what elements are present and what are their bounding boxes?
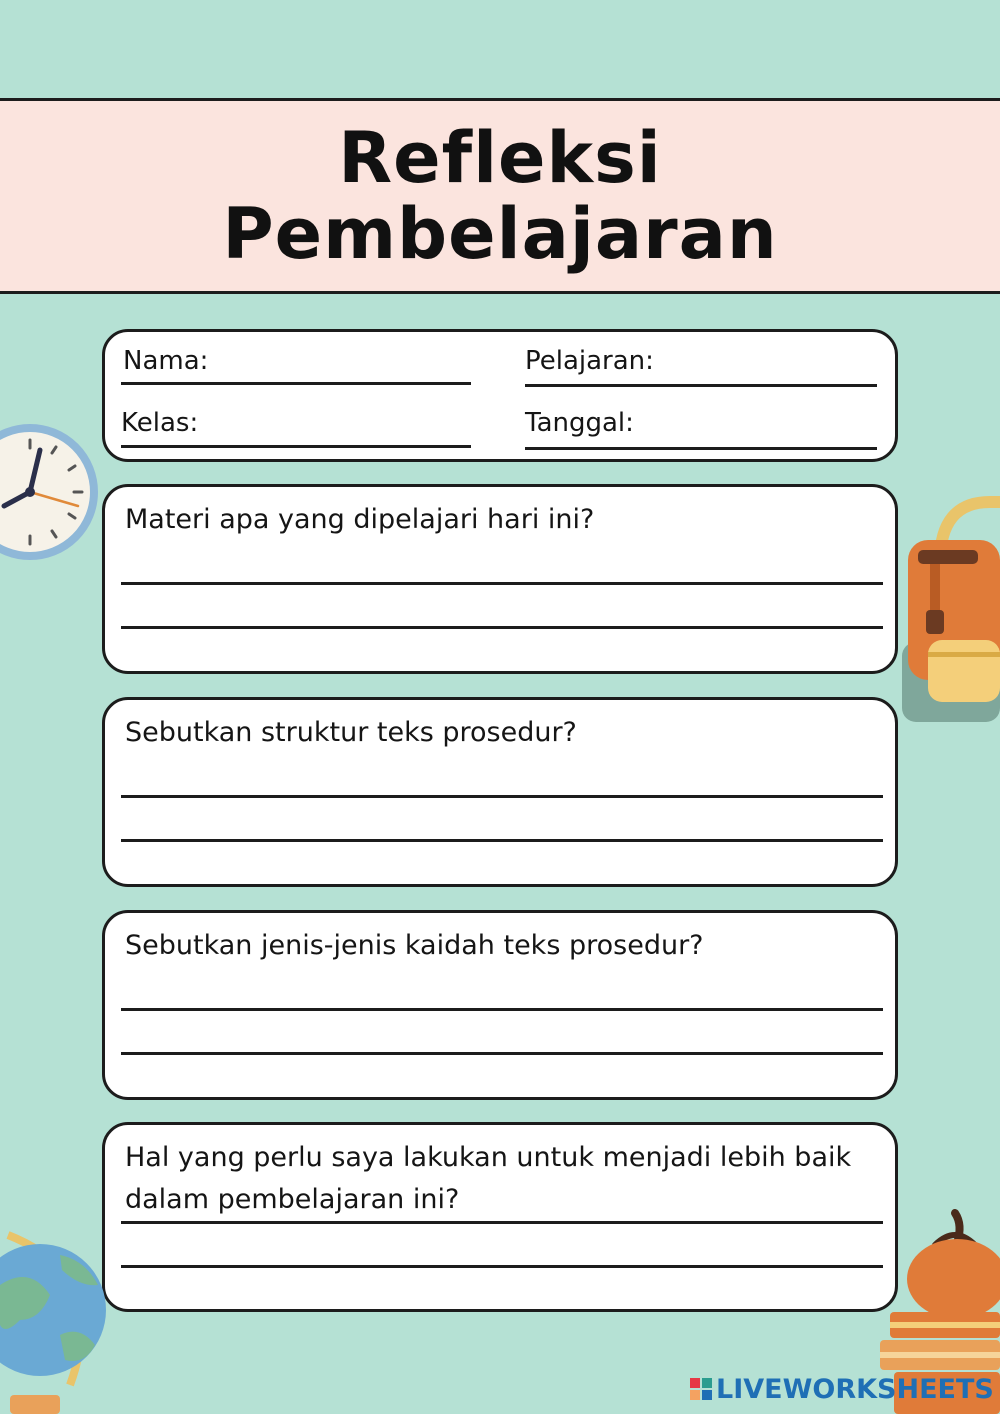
liveworksheets-brand: LIVEWORKSHEETS <box>716 1373 994 1405</box>
question-text-4: Hal yang perlu saya lakukan untuk menjadi lebih baik dalam pembelajaran ini? <box>125 1142 852 1215</box>
question-text-3: Sebutkan jenis-jenis kaidah teks prosedur? <box>125 930 704 961</box>
question-text-2: Sebutkan struktur teks prosedur? <box>125 717 577 748</box>
question-text-1: Materi apa yang dipelajari hari ini? <box>125 504 595 535</box>
backpack-icon <box>900 492 1000 732</box>
apple-icon <box>905 1205 1000 1315</box>
answer-line[interactable] <box>121 1008 883 1011</box>
answer-line[interactable] <box>121 626 883 629</box>
clock-icon <box>0 420 100 565</box>
date-label: Tanggal: <box>525 408 634 438</box>
page-title-line-1: Refleksi <box>338 117 662 199</box>
subject-field[interactable] <box>525 384 877 387</box>
question-card-1 <box>102 484 898 674</box>
name-field[interactable] <box>121 382 471 385</box>
answer-line[interactable] <box>121 1265 883 1268</box>
liveworksheets-mark-icon <box>690 1378 712 1400</box>
answer-line[interactable] <box>121 1221 883 1224</box>
class-label: Kelas: <box>121 408 199 438</box>
date-field[interactable] <box>525 447 877 450</box>
question-card-3 <box>102 910 898 1100</box>
answer-line[interactable] <box>121 839 883 842</box>
class-field[interactable] <box>121 445 471 448</box>
globe-icon <box>0 1225 115 1414</box>
question-card-2 <box>102 697 898 887</box>
student-info-card <box>102 329 898 462</box>
answer-line[interactable] <box>121 582 883 585</box>
liveworksheets-logo <box>690 1372 994 1406</box>
subject-label: Pelajaran: <box>525 346 654 376</box>
answer-line[interactable] <box>121 795 883 798</box>
answer-line[interactable] <box>121 1052 883 1055</box>
title-banner <box>0 98 1000 294</box>
question-card-4 <box>102 1122 898 1312</box>
name-label: Nama: <box>123 346 209 376</box>
page-title-line-2: Pembelajaran <box>222 193 778 275</box>
